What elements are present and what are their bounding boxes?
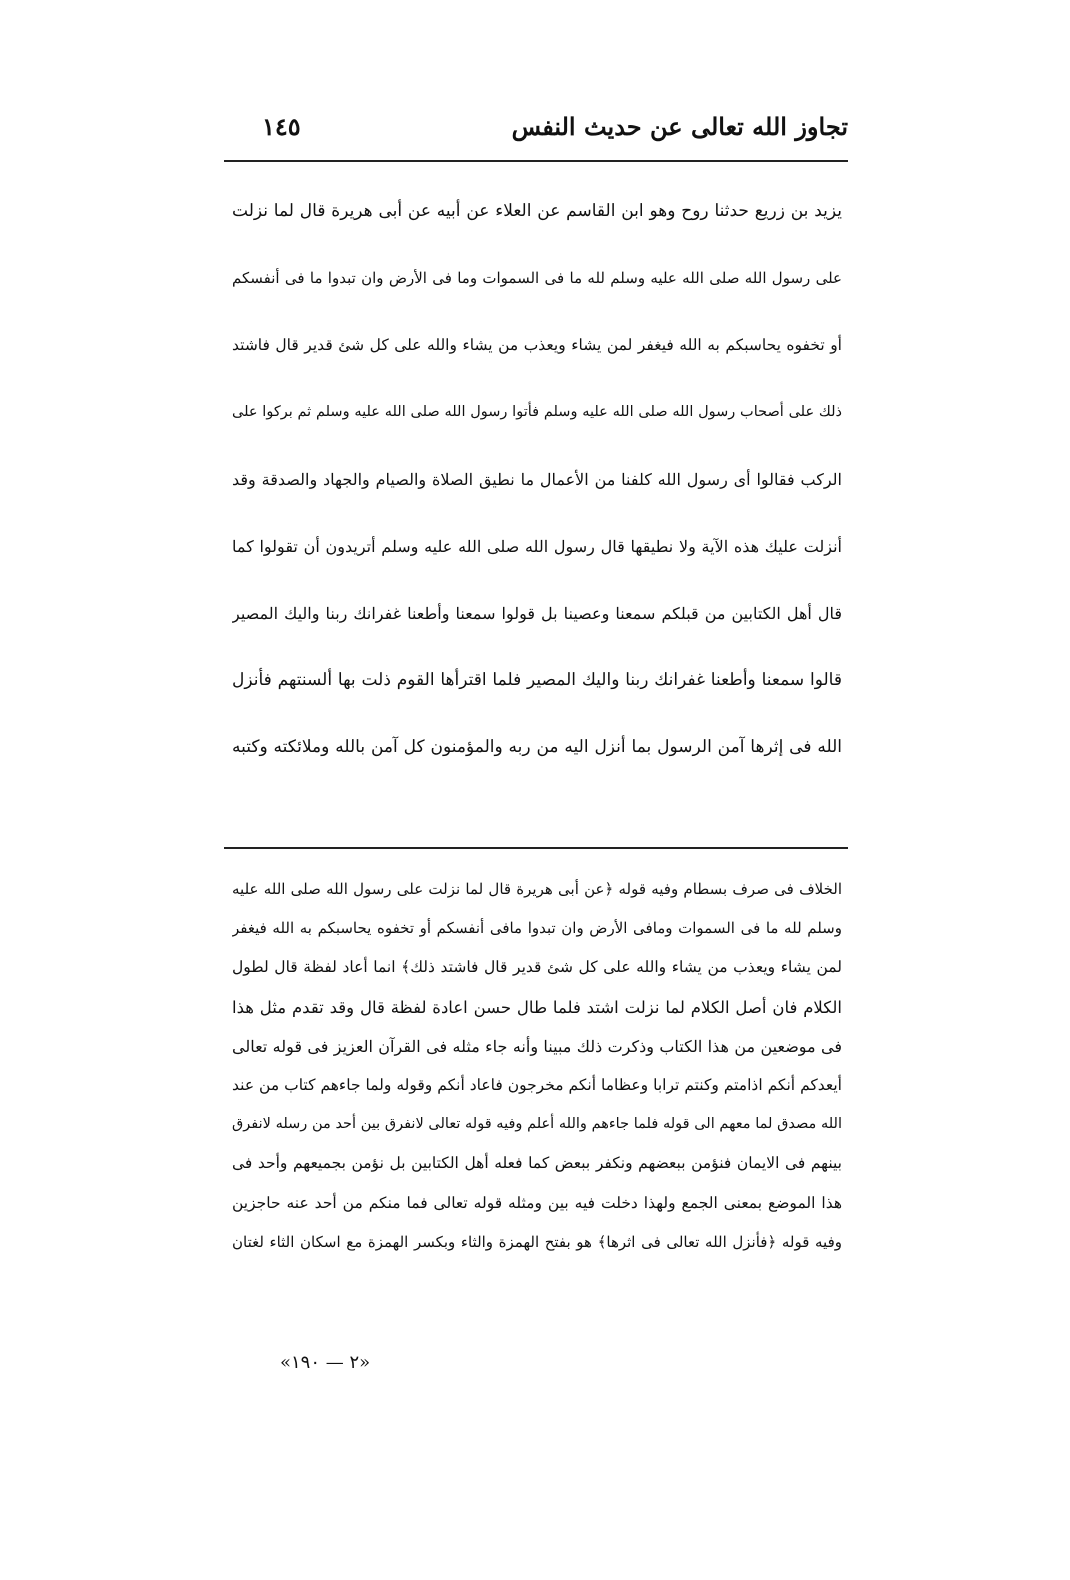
- page-number: ١٤٥: [262, 112, 301, 141]
- hadith-line: يزيد بن زريع حدثنا روح وهو ابن القاسم عن العلاء عن أبيه عن أبى هريرة قال لما نزلت: [232, 201, 842, 221]
- commentary-line: الله مصدق لما معهم الى قوله فلما جاءهم والله أعلم وفيه قوله تعالى لانفرق بين أحد من رسله لانفرق: [232, 1116, 842, 1133]
- hadith-line: الله فى إثرها آمن الرسول بما أنزل اليه من ربه والمؤمنون كل آمن بالله وملائكته وكتبه: [232, 737, 842, 757]
- page-header: [224, 112, 848, 156]
- hadith-line: الركب فقالوا أى رسول الله كلفنا من الأعمال ما نطيق الصلاة والصيام والجهاد والصدقة وقد: [232, 470, 842, 489]
- printer-signature-mark: «٢ — ١٩٠»: [280, 1352, 371, 1373]
- commentary-line: هذا الموضع بمعنى الجمع ولهذا دخلت فيه بين ومثله قوله تعالى فما منكم من أحد عنه حاجزين: [232, 1193, 842, 1212]
- commentary-line: الكلام فان أصل الكلام لما نزلت اشتد فلما طال حسن اعادة لفظة قال وقد تقدم مثل هذا: [232, 997, 842, 1017]
- commentary-line: لمن يشاء ويعذب من يشاء والله على كل شئ قدير قال فاشتد ذلك﴾ انما أعاد لفظة قال لطول: [232, 958, 842, 977]
- hadith-text-block: [232, 178, 842, 781]
- hadith-line: أنزلت عليك هذه الآية ولا نطيقها قال رسول الله صلى الله عليه وسلم أتريدون أن تقولوا كما: [232, 537, 842, 556]
- commentary-line: فى موضعين من هذا الكتاب وذكرت ذلك مبينا وأنه جاء مثله فى القرآن العزيز فى قوله تعالى: [232, 1036, 842, 1056]
- hadith-line: قال أهل الكتابين من قبلكم سمعنا وعصينا بل قولوا سمعنا وأطعنا غفرانك ربنا واليك المصير: [232, 604, 842, 623]
- hadith-line: ذلك على أصحاب رسول الله صلى الله عليه وسلم فأتوا رسول الله صلى الله عليه وسلم ثم بركوا على: [232, 404, 842, 420]
- hadith-line: قالوا سمعنا وأطعنا غفرانك ربنا واليك المصير فلما اقترأها القوم ذلت بها ألسنتهم فأنزل: [232, 670, 842, 690]
- commentary-line: بينهم فى الايمان فنؤمن ببعضهم ونكفر ببعض كما فعله أهل الكتابين بل نؤمن بجميعهم وأحد فى: [232, 1154, 842, 1173]
- hadith-line: أو تخفوه يحاسبكم به الله فيغفر لمن يشاء ويعذب من يشاء والله على كل شئ قدير قال فاشتد: [232, 336, 842, 354]
- commentary-line: وسلم لله ما فى السموات ومافى الأرض وان تبدوا مافى أنفسكم أو تخفوه يحاسبكم به الله فيغفر: [232, 919, 842, 938]
- commentary-line: وفيه قوله ﴿فأنزل الله تعالى فى اثرها﴾ هو بفتح الهمزة والثاء وبكسر الهمزة مع اسكان الثاء لغتان: [232, 1232, 842, 1251]
- commentary-text-block: [232, 870, 842, 1262]
- hadith-line: على رسول الله صلى الله عليه وسلم لله ما فى السموات وما فى الأرض وان تبدوا ما فى أنفسكم: [232, 269, 842, 287]
- commentary-line: أيعدكم أنكم اذامتم وكنتم ترابا وعظاما أنكم مخرجون فاعاد أنكم وقوله ولما جاءهم كتاب من عند: [232, 1075, 842, 1094]
- running-title: تجاوز الله تعالى عن حديث النفس: [511, 112, 848, 141]
- header-rule: [224, 160, 848, 162]
- commentary-line: الخلاف فى صرف بسطام وفيه قوله ﴿عن أبى هريرة قال لما نزلت على رسول الله صلى الله عليه: [232, 880, 842, 898]
- section-divider-rule: [224, 847, 848, 849]
